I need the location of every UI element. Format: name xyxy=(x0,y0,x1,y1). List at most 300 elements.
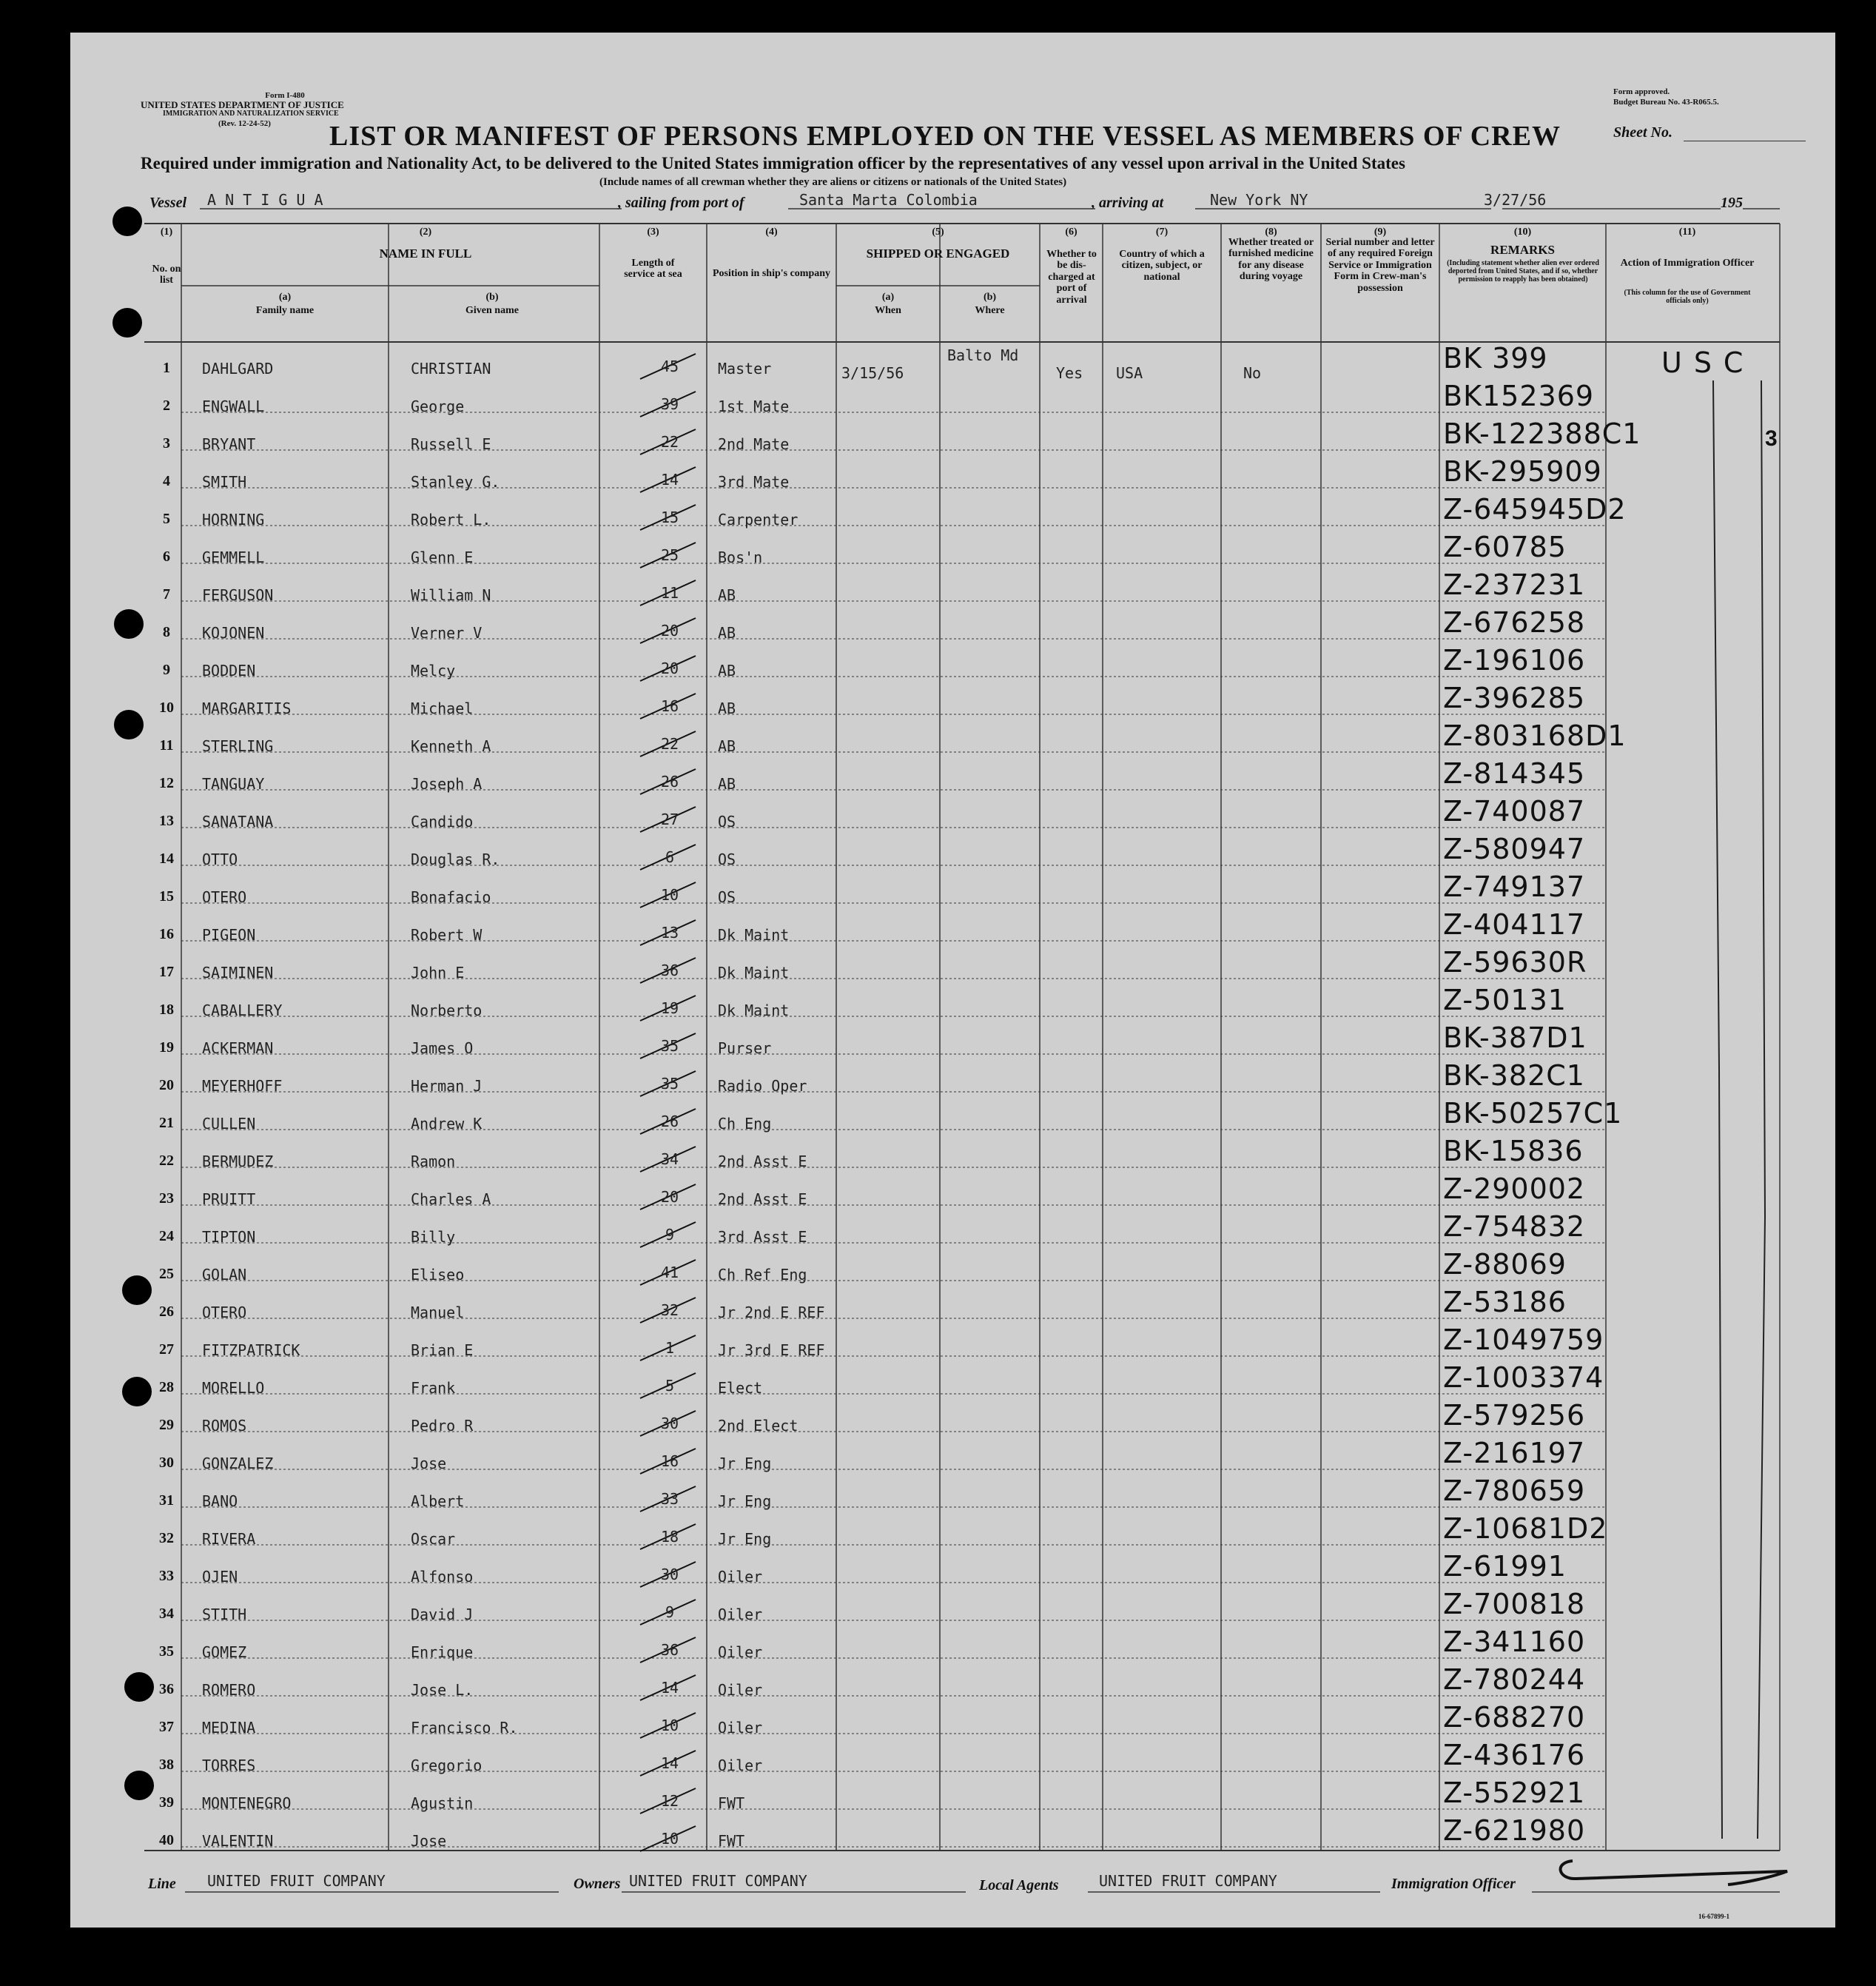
given-name: Andrew K xyxy=(411,1115,483,1133)
sailing-label: , sailing from port of xyxy=(618,195,744,211)
family-name: TIPTON xyxy=(202,1228,256,1246)
position: Jr Eng xyxy=(718,1530,772,1548)
include-note: (Include names of all crewman whether they are aliens or citizens or nationals of the United States) xyxy=(599,176,1067,188)
punch-hole xyxy=(122,1275,152,1305)
row-number: 18 xyxy=(159,1002,174,1018)
col11-header: Action of Immigration Officer xyxy=(1620,258,1755,269)
service-years: 30 xyxy=(660,1415,679,1432)
position: AB xyxy=(718,662,736,680)
service-years: 45 xyxy=(660,358,679,375)
row-number: 4 xyxy=(163,473,170,489)
family-name: MEDINA xyxy=(202,1719,256,1737)
col2-num: (2) xyxy=(419,227,432,238)
given-name: Melcy xyxy=(411,662,456,680)
agents-label: Local Agents xyxy=(979,1877,1059,1893)
given-name: Douglas R. xyxy=(411,851,500,868)
owners-company: UNITED FRUIT COMPANY xyxy=(629,1872,807,1890)
position: Radio Oper xyxy=(718,1077,807,1095)
position: Oiler xyxy=(718,1757,763,1774)
given-name: Gregorio xyxy=(411,1757,483,1774)
col5a-num: (a) xyxy=(881,292,895,303)
family-name: PRUITT xyxy=(202,1190,256,1208)
row-number: 29 xyxy=(159,1417,174,1433)
punch-hole xyxy=(114,710,144,739)
row-number: 16 xyxy=(159,926,174,942)
service-years: 27 xyxy=(660,811,679,828)
given-name: George xyxy=(411,397,465,415)
family-name: VALENTIN xyxy=(202,1832,274,1850)
col11-num: (11) xyxy=(1678,227,1696,238)
given-name: Brian E xyxy=(411,1341,474,1359)
service-years: 20 xyxy=(660,622,679,640)
family-name: STERLING xyxy=(202,737,274,755)
position: 2nd Elect xyxy=(718,1417,799,1435)
row-number: 8 xyxy=(163,624,170,640)
service-years: 33 xyxy=(660,1490,679,1508)
remark-serial: Z-579256 xyxy=(1443,1399,1586,1432)
given-name: Candido xyxy=(411,813,474,831)
position: AB xyxy=(718,700,736,717)
row-number: 39 xyxy=(159,1794,174,1811)
row-number: 7 xyxy=(163,586,170,603)
family-name: ACKERMAN xyxy=(202,1039,274,1057)
form-approved: Form approved. xyxy=(1613,87,1670,96)
family-name: OJEN xyxy=(202,1568,238,1586)
col9-num: (9) xyxy=(1374,227,1387,238)
position: Oiler xyxy=(718,1681,763,1699)
col2b-header: Given name xyxy=(465,305,519,316)
row1-country: USA xyxy=(1116,364,1143,382)
row-number: 25 xyxy=(159,1266,174,1282)
remark-serial: BK-15836 xyxy=(1443,1135,1584,1167)
col9-header: Serial number and letter of any required Foreign Service or Immigration Form in Crew-man's possession xyxy=(1325,237,1435,294)
service-years: 10 xyxy=(660,886,679,904)
position: 3rd Mate xyxy=(718,473,790,491)
remark-serial: Z-645945D2 xyxy=(1443,493,1627,526)
print-code: 16-67899-1 xyxy=(1698,1913,1729,1920)
remark-serial: Z-50131 xyxy=(1443,984,1567,1016)
row-number: 19 xyxy=(159,1039,174,1056)
row-number: 12 xyxy=(159,775,174,791)
row-number: 9 xyxy=(163,662,170,678)
row-number: 1 xyxy=(163,360,170,376)
remark-serial: Z-700818 xyxy=(1443,1588,1586,1620)
punch-hole xyxy=(124,1771,154,1800)
officer-signature xyxy=(1561,1861,1787,1885)
family-name: MARGARITIS xyxy=(202,700,292,717)
family-name: GOLAN xyxy=(202,1266,247,1284)
document-subtitle: Required under immigration and Nationality Act, to be delivered to the United States immigration officer by the representatives of any vessel upon arrival in the United States xyxy=(141,154,1405,172)
remark-serial: Z-621980 xyxy=(1443,1814,1586,1847)
given-name: Michael xyxy=(411,700,474,717)
given-name: Oscar xyxy=(411,1530,456,1548)
family-name: BRYANT xyxy=(202,435,256,453)
col5-num: (5) xyxy=(932,227,944,238)
position: Ch Ref Eng xyxy=(718,1266,807,1284)
family-name: SMITH xyxy=(202,473,247,491)
position: FWT xyxy=(718,1832,745,1850)
service-years: 26 xyxy=(660,1113,679,1130)
service-years: 12 xyxy=(660,1792,679,1810)
family-name: GOMEZ xyxy=(202,1643,247,1661)
position: OS xyxy=(718,813,736,831)
family-name: GONZALEZ xyxy=(202,1455,274,1472)
row1-discharged: Yes xyxy=(1056,364,1083,382)
position: 3rd Asst E xyxy=(718,1228,807,1246)
service-years: 10 xyxy=(660,1830,679,1848)
position: OS xyxy=(718,888,736,906)
service-years: 26 xyxy=(660,773,679,791)
family-name: BERMUDEZ xyxy=(202,1153,274,1170)
punch-hole xyxy=(112,308,142,338)
row-number: 28 xyxy=(159,1379,174,1395)
position: FWT xyxy=(718,1794,745,1812)
given-name: Pedro R xyxy=(411,1417,474,1435)
col8-num: (8) xyxy=(1265,227,1277,238)
year-suffix: 195 xyxy=(1721,195,1743,211)
family-name: SAIMINEN xyxy=(202,964,274,982)
service-years: 13 xyxy=(660,924,679,942)
family-name: FERGUSON xyxy=(202,586,274,604)
punch-hole xyxy=(114,609,144,639)
row-number: 26 xyxy=(159,1304,174,1320)
family-name: KOJONEN xyxy=(202,624,265,642)
given-name: Herman J xyxy=(411,1077,483,1095)
given-name: Manuel xyxy=(411,1304,465,1321)
row-number: 34 xyxy=(159,1606,174,1622)
family-name: RIVERA xyxy=(202,1530,256,1548)
service-years: 1 xyxy=(665,1339,675,1357)
family-name: PIGEON xyxy=(202,926,256,944)
row-number: 5 xyxy=(163,511,170,527)
position: Carpenter xyxy=(718,511,799,529)
remark-serial: Z-749137 xyxy=(1443,870,1586,903)
service-years: 5 xyxy=(665,1377,675,1395)
remark-serial: BK-382C1 xyxy=(1443,1059,1585,1092)
col7-header: Country of which a citizen, subject, or national xyxy=(1119,249,1205,283)
col2a-num: (a) xyxy=(278,292,292,303)
service-years: 39 xyxy=(660,395,679,413)
position: Jr Eng xyxy=(718,1492,772,1510)
officer-vertical-mark xyxy=(1758,380,1765,1839)
service-years: 9 xyxy=(665,1603,675,1621)
row-number: 32 xyxy=(159,1530,174,1546)
given-name: Jose L. xyxy=(411,1681,474,1699)
service-years: 41 xyxy=(660,1264,679,1281)
punch-hole xyxy=(112,207,142,236)
row-number: 3 xyxy=(163,435,170,452)
remark-serial: Z-59630R xyxy=(1443,946,1587,979)
form-number: Form I-480 xyxy=(265,91,305,100)
family-name: GEMMELL xyxy=(202,549,265,566)
col7-num: (7) xyxy=(1155,227,1169,238)
service-years: 19 xyxy=(660,999,679,1017)
arriving-label: , arriving at xyxy=(1092,195,1164,211)
department: UNITED STATES DEPARTMENT OF JUSTICE xyxy=(141,99,344,110)
family-name: HORNING xyxy=(202,511,265,529)
remark-serial: Z-396285 xyxy=(1443,682,1586,714)
row-number: 38 xyxy=(159,1757,174,1773)
row-number: 33 xyxy=(159,1568,174,1584)
col6-num: (6) xyxy=(1065,227,1077,238)
remark-serial: Z-1049759 xyxy=(1443,1324,1604,1356)
document-title: LIST OR MANIFEST OF PERSONS EMPLOYED ON THE VESSEL AS MEMBERS OF CREW xyxy=(329,121,1561,152)
row-number: 11 xyxy=(159,737,174,754)
col5b-num: (b) xyxy=(983,292,997,303)
given-name: Norberto xyxy=(411,1002,483,1019)
family-name: TANGUAY xyxy=(202,775,265,793)
service-years: 14 xyxy=(660,1754,679,1772)
service-years: 16 xyxy=(660,1452,679,1470)
arrival-date: 3/27/56 xyxy=(1484,191,1547,209)
row-number: 37 xyxy=(159,1719,174,1735)
position: AB xyxy=(718,737,736,755)
service-years: 34 xyxy=(660,1150,679,1168)
row-number: 10 xyxy=(159,700,174,716)
given-name: Kenneth A xyxy=(411,737,491,755)
service-years: 14 xyxy=(660,471,679,489)
punch-hole xyxy=(124,1672,154,1702)
position: Oiler xyxy=(718,1719,763,1737)
service-years: 14 xyxy=(660,1679,679,1697)
service-years: 16 xyxy=(660,697,679,715)
row-number: 23 xyxy=(159,1190,174,1207)
family-name: OTERO xyxy=(202,888,247,906)
family-name: FITZPATRICK xyxy=(202,1341,300,1359)
remark-serial: Z-61991 xyxy=(1443,1550,1567,1583)
position: AB xyxy=(718,586,736,604)
budget-bureau: Budget Bureau No. 43-R065.5. xyxy=(1613,98,1719,107)
remark-serial: Z-780659 xyxy=(1443,1475,1586,1507)
position: 1st Mate xyxy=(718,397,790,415)
row-number: 6 xyxy=(163,549,170,565)
family-name: MEYERHOFF xyxy=(202,1077,283,1095)
family-name: OTERO xyxy=(202,1304,247,1321)
position: Elect xyxy=(718,1379,763,1397)
given-name: Agustin xyxy=(411,1794,474,1812)
row-number: 30 xyxy=(159,1455,174,1471)
given-name: Billy xyxy=(411,1228,456,1246)
row1-medicine: No xyxy=(1243,364,1262,382)
service-years: 35 xyxy=(660,1037,679,1055)
given-name: Stanley G. xyxy=(411,473,500,491)
col5a-header: When xyxy=(875,305,901,316)
row-number: 21 xyxy=(159,1115,174,1131)
row-number: 13 xyxy=(159,813,174,829)
remark-serial: Z-10681D2 xyxy=(1443,1512,1608,1545)
given-name: William N xyxy=(411,586,491,604)
revision: (Rev. 12-24-52) xyxy=(218,119,271,128)
col5b-header: Where xyxy=(975,305,1005,316)
given-name: CHRISTIAN xyxy=(411,360,491,378)
family-name: TORRES xyxy=(202,1757,256,1774)
service-years: 32 xyxy=(660,1301,679,1319)
col1-num: (1) xyxy=(160,227,173,238)
given-name: Robert W xyxy=(411,926,483,944)
col4-header: Position in ship's company xyxy=(712,268,831,279)
vessel-name: A N T I G U A xyxy=(207,191,323,209)
row-number: 36 xyxy=(159,1681,174,1697)
given-name: James O xyxy=(411,1039,474,1057)
given-name: Alfonso xyxy=(411,1568,474,1586)
punch-hole xyxy=(122,1377,152,1406)
service: IMMIGRATION AND NATURALIZATION SERVICE xyxy=(163,110,339,118)
remark-serial: Z-676258 xyxy=(1443,606,1586,639)
row-number: 27 xyxy=(159,1341,174,1358)
position: Dk Maint xyxy=(718,1002,790,1019)
family-name: BANO xyxy=(202,1492,238,1510)
col8-header: Whether treated or furnished medicine for any disease during voyage xyxy=(1228,237,1314,283)
remark-serial: BK-387D1 xyxy=(1443,1021,1587,1054)
position: Oiler xyxy=(718,1606,763,1623)
family-name: CULLEN xyxy=(202,1115,256,1133)
position: AB xyxy=(718,775,736,793)
service-years: 36 xyxy=(660,1641,679,1659)
family-name: SANATANA xyxy=(202,813,274,831)
service-years: 20 xyxy=(660,1188,679,1206)
col10-num: (10) xyxy=(1513,227,1532,238)
position: Jr 2nd E REF xyxy=(718,1304,825,1321)
position: Jr 3rd E REF xyxy=(718,1341,825,1359)
col3-header: Length of service at sea xyxy=(624,258,682,281)
remark-serial: BK-122388C1 xyxy=(1443,417,1641,450)
position: OS xyxy=(718,851,736,868)
col10-header: REMARKS xyxy=(1490,243,1555,257)
remark-serial: Z-552921 xyxy=(1443,1777,1586,1809)
position: 2nd Asst E xyxy=(718,1190,807,1208)
position: Jr Eng xyxy=(718,1455,772,1472)
service-years: 36 xyxy=(660,962,679,979)
position: 2nd Mate xyxy=(718,435,790,453)
row-number: 14 xyxy=(159,851,174,867)
manifest-page xyxy=(70,33,1835,1928)
given-name: John E xyxy=(411,964,465,982)
position: Master xyxy=(718,360,772,378)
position: Bos'n xyxy=(718,549,763,566)
remark-serial: Z-88069 xyxy=(1443,1248,1567,1281)
remark-serial: Z-237231 xyxy=(1443,568,1586,601)
officer-vertical-mark xyxy=(1713,380,1722,1839)
officer-action-usc: USC xyxy=(1661,346,1755,379)
family-name: ROMOS xyxy=(202,1417,247,1435)
family-name: MORELLO xyxy=(202,1379,265,1397)
row-number: 17 xyxy=(159,964,174,980)
given-name: David J xyxy=(411,1606,474,1623)
col11-note: (This column for the use of Government officials only) xyxy=(1624,289,1751,305)
col1-header: No. on list xyxy=(152,264,181,286)
service-years: 22 xyxy=(660,735,679,753)
remark-serial: Z-580947 xyxy=(1443,833,1586,865)
remark-serial: Z-436176 xyxy=(1443,1739,1586,1771)
arriving-port: New York NY xyxy=(1210,191,1308,209)
service-years: 11 xyxy=(660,584,679,602)
row-number: 22 xyxy=(159,1153,174,1169)
service-years: 6 xyxy=(665,848,675,866)
remark-serial: Z-404117 xyxy=(1443,908,1586,941)
col2a-header: Family name xyxy=(255,305,315,316)
vessel-label: Vessel xyxy=(149,195,186,211)
given-name: Russell E xyxy=(411,435,491,453)
owners-label: Owners xyxy=(574,1876,621,1892)
row-number: 2 xyxy=(163,397,170,414)
remark-serial: Z-290002 xyxy=(1443,1173,1586,1205)
family-name: ROMERO xyxy=(202,1681,256,1699)
row-number: 35 xyxy=(159,1643,174,1660)
remark-serial: Z-688270 xyxy=(1443,1701,1586,1734)
given-name: Joseph A xyxy=(411,775,483,793)
col2-header: NAME IN FULL xyxy=(379,246,472,261)
remark-serial: Z-196106 xyxy=(1443,644,1586,677)
given-name: Jose xyxy=(411,1455,447,1472)
line-company: UNITED FRUIT COMPANY xyxy=(207,1872,386,1890)
sheet-label: Sheet No. xyxy=(1613,124,1672,141)
family-name: OTTO xyxy=(202,851,238,868)
remark-serial: Z-1003374 xyxy=(1443,1361,1604,1394)
family-name: STITH xyxy=(202,1606,247,1623)
remark-serial: BK-295909 xyxy=(1443,455,1602,488)
col5-header: SHIPPED OR ENGAGED xyxy=(866,246,1010,261)
remark-serial: Z-780244 xyxy=(1443,1663,1586,1696)
given-name: Robert L. xyxy=(411,511,491,529)
service-years: 15 xyxy=(660,509,679,526)
col2b-num: (b) xyxy=(485,292,499,303)
remark-serial: BK-50257C1 xyxy=(1443,1097,1623,1130)
given-name: Ramon xyxy=(411,1153,456,1170)
row-number: 20 xyxy=(159,1077,174,1093)
given-name: Glenn E xyxy=(411,549,474,566)
service-years: 10 xyxy=(660,1717,679,1734)
given-name: Enrique xyxy=(411,1643,474,1661)
row-number: 15 xyxy=(159,888,174,905)
col3-num: (3) xyxy=(647,227,659,238)
col10-note: (Including statement whether alien ever ordered deported from United States, and if so, whether permission to reapply has been obtained) xyxy=(1447,259,1599,284)
margin-mark: 3 xyxy=(1765,426,1778,451)
given-name: Bonafacio xyxy=(411,888,491,906)
remark-serial: Z-814345 xyxy=(1443,757,1586,790)
given-name: Charles A xyxy=(411,1190,491,1208)
line-label: Line xyxy=(148,1876,176,1892)
service-years: 9 xyxy=(665,1226,675,1244)
service-years: 30 xyxy=(660,1566,679,1583)
remark-serial: Z-754832 xyxy=(1443,1210,1586,1243)
agents-company: UNITED FRUIT COMPANY xyxy=(1099,1872,1277,1890)
family-name: ENGWALL xyxy=(202,397,265,415)
family-name: CABALLERY xyxy=(202,1002,283,1019)
position: Dk Maint xyxy=(718,926,790,944)
position: Oiler xyxy=(718,1568,763,1586)
service-years: 18 xyxy=(660,1528,679,1546)
position: Purser xyxy=(718,1039,772,1057)
given-name: Francisco R. xyxy=(411,1719,518,1737)
remark-serial: Z-216197 xyxy=(1443,1437,1586,1469)
row-number: 31 xyxy=(159,1492,174,1509)
given-name: Albert xyxy=(411,1492,465,1510)
row1-shipped-where: Balto Md xyxy=(947,346,1019,364)
position: 2nd Asst E xyxy=(718,1153,807,1170)
family-name: BODDEN xyxy=(202,662,256,680)
service-years: 35 xyxy=(660,1075,679,1093)
service-years: 25 xyxy=(660,546,679,564)
remark-serial: Z-53186 xyxy=(1443,1286,1567,1318)
col6-header: Whether to be dis-charged at port of arrival xyxy=(1046,249,1097,306)
service-years: 22 xyxy=(660,433,679,451)
footer-lines xyxy=(70,1839,1835,1928)
given-name: Eliseo xyxy=(411,1266,465,1284)
remark-serial: Z-341160 xyxy=(1443,1626,1586,1658)
sailing-port: Santa Marta Colombia xyxy=(799,191,978,209)
family-name: DAHLGARD xyxy=(202,360,274,378)
officer-label: Immigration Officer xyxy=(1391,1876,1516,1892)
